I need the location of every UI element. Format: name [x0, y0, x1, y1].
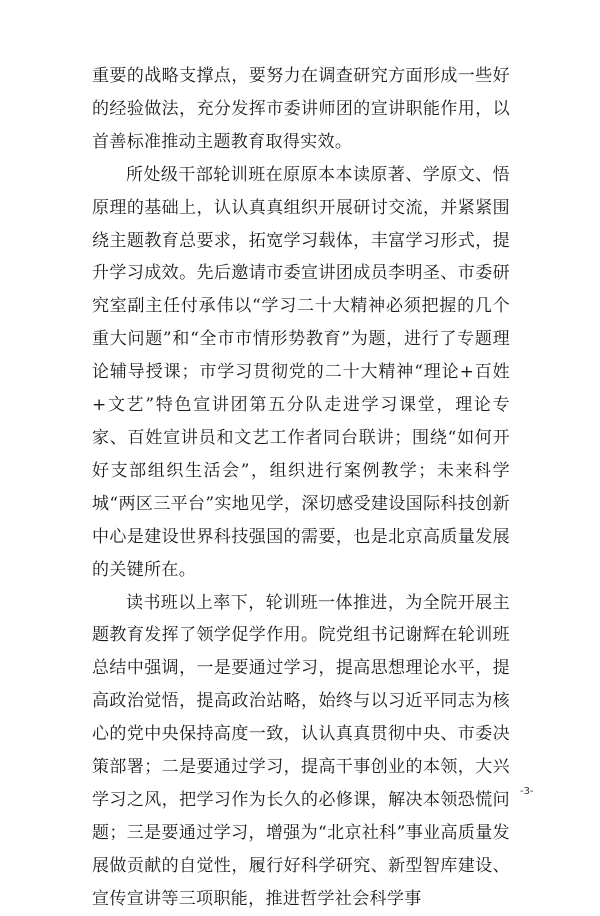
page-number: -3-: [520, 786, 534, 797]
paragraph-training-class: 所处级干部轮训班在原原本本读原著、学原文、悟原理的基础上，认认真真组织开展研讨交流，并紧紧围绕主题教育总要求，拓宽学习载体，丰富学习形式，提升学习成效。先后邀请市委宣讲团成员李明圣、市委研究室副主任付承伟以“学习二十大精神必须把握的几个重大问题”和“全市市情形势教育”为题，进行了专题理论辅导授课；市学习贯彻党的二十大精神“理论+百姓+文艺”特色宣讲团第五分队走进学习课堂，理论专家、百姓宣讲员和文艺工作者同台联讲；围绕“如何开好支部组织生活会”，组织进行案例教学；未来科学城“两区三平台”实地见学，深切感受建设国际科技创新中心是建设世界科技强国的需要，也是北京高质量发展的关键所在。: [92, 164, 510, 580]
paragraph-reading-class: 读书班以上率下，轮训班一体推进，为全院开展主题教育发挥了领学促学作用。院党组书记谢辉在轮训班总结中强调，一是要通过学习，提高思想理论水平，提高政治觉悟，提高政治站略，始终与以习近平同志为核心的党中央保持高度一致，认认真真贯彻中央、市委决策部署；二是要通过学习，提高干事创业的本领，大兴学习之风，把学习作为长久的必修课，解决本领恐慌问题；三是要通过学习，增强为“北京社科”事业高质量发展做贡献的自觉性，履行好科学研究、新型智库建设、宣传宣讲等三项职能，推进哲学社会科学事: [92, 592, 510, 909]
paragraph-continuation: 重要的战略支撑点，要努力在调查研究方面形成一些好的经验做法，充分发挥市委讲师团的宣讲职能作用，以首善标准推动主题教育取得实效。: [92, 66, 510, 152]
body-text: [92, 60, 510, 916]
